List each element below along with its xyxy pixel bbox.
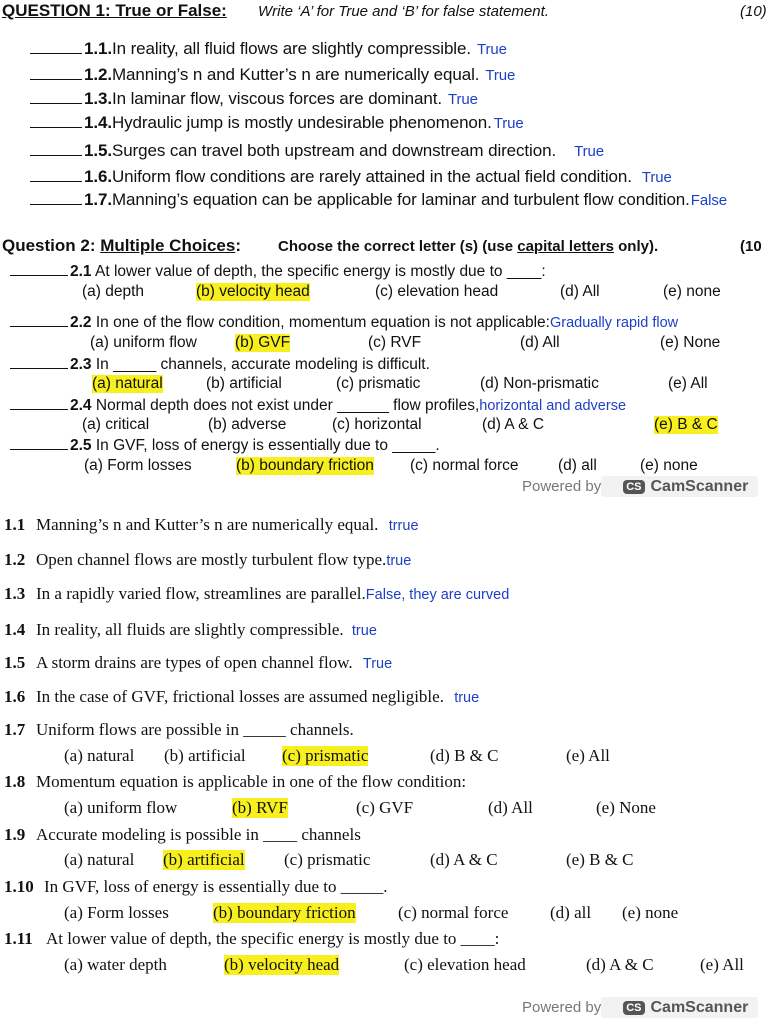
answer-blank (30, 190, 82, 205)
option: (c) normal force (410, 457, 519, 474)
question2-instruction: Choose the correct letter (s) (use capital letters only). (278, 238, 659, 255)
answer-blank (10, 396, 68, 410)
option: (a) uniform flow (64, 798, 178, 817)
option: (a) water depth (64, 955, 167, 974)
option: (c) normal force (398, 903, 509, 922)
option: (e) None (660, 334, 721, 351)
option-highlighted: (b) GVF (235, 334, 291, 351)
handwritten-answer: True (641, 169, 672, 186)
tf-item: 1.4 In reality, all fluids are slightly compressible. true (4, 620, 377, 639)
tf-item: 1.3.In laminar flow, viscous forces are dominant. True (30, 89, 478, 109)
handwritten-answer: true (351, 623, 377, 639)
answer-blank (30, 141, 82, 156)
mc-options (0, 416, 768, 436)
option: (a) natural (64, 850, 135, 869)
option-highlighted: (b) boundary friction (213, 903, 356, 922)
mc-options (0, 798, 768, 820)
tf-item: 1.5.Surges can travel both upstream and downstream direction. True (30, 141, 604, 161)
option: (b) artificial (164, 746, 246, 765)
mc-question: 1.7 Uniform flows are possible in _____ channels. (4, 720, 354, 739)
handwritten-answer: True (493, 115, 524, 132)
option: (e) None (596, 798, 656, 817)
option-highlighted: (b) boundary friction (236, 457, 374, 474)
option: (e) none (622, 903, 679, 922)
question2-title: Question 2: Multiple Choices: (2, 236, 241, 255)
option: (d) All (520, 334, 560, 351)
option-highlighted: (e) B & C (654, 416, 718, 433)
option: (c) horizontal (332, 416, 422, 433)
mc-question: 2.2 In one of the flow condition, momentum equation is not applicable:Gradually rapid flow (10, 313, 678, 332)
option-highlighted: (b) artificial (163, 850, 245, 869)
handwritten-answer: True (447, 91, 478, 108)
mc-options (0, 850, 768, 872)
mc-options (0, 283, 768, 303)
question1-marks: (10) (740, 3, 767, 20)
answer-blank (10, 436, 68, 450)
tf-item: 1.4.Hydraulic jump is mostly undesirable phenomenon. True (30, 113, 524, 133)
option: (d) all (558, 457, 597, 474)
question1-instruction: Write ‘A’ for True and ‘B’ for false statement. (258, 3, 549, 20)
mc-question: 1.11 At lower value of depth, the specific energy is mostly due to ____: (4, 929, 500, 948)
tf-item: 1.1 Manning’s n and Kutter’s n are numerically equal. trrue (4, 515, 419, 534)
option: (c) prismatic (336, 375, 421, 392)
option: (b) adverse (208, 416, 287, 433)
answer-blank (30, 113, 82, 128)
tf-item: 1.2.Manning’s n and Kutter’s n are numerically equal. True (30, 65, 515, 85)
option-highlighted: (a) natural (92, 375, 163, 392)
option-highlighted: (b) velocity head (196, 283, 310, 300)
mc-options (0, 955, 768, 977)
handwritten-answer: trrue (388, 518, 419, 534)
option: (d) A & C (430, 850, 498, 869)
handwritten-answer: True (485, 67, 516, 84)
mc-question: 2.4 Normal depth does not exist under ______ flow profiles,horizontal and adverse (10, 396, 626, 415)
mc-options (0, 375, 768, 395)
handwritten-answer: true (386, 553, 412, 569)
option: (e) All (668, 375, 708, 392)
camscanner-watermark: Powered by CS CamScanner (522, 999, 758, 1017)
answer-blank (30, 39, 82, 54)
option: (d) A & C (586, 955, 654, 974)
mc-question: 1.8 Momentum equation is applicable in one of the flow condition: (4, 772, 467, 791)
option: (c) RVF (368, 334, 422, 351)
mc-options (0, 903, 768, 925)
option-highlighted: (b) velocity head (224, 955, 340, 974)
handwritten-answer: Gradually rapid flow (549, 315, 679, 331)
mc-question: 2.3 In _____ channels, accurate modeling is difficult. (10, 355, 430, 374)
option: (d) A & C (482, 416, 545, 433)
option: (c) prismatic (284, 850, 371, 869)
option-highlighted: (b) RVF (232, 798, 288, 817)
handwritten-answer: True (362, 656, 393, 672)
option: (c) GVF (356, 798, 414, 817)
option: (a) natural (64, 746, 135, 765)
handwritten-answer: true (454, 690, 480, 706)
tf-item: 1.1.In reality, all fluid flows are slightly compressible. True (30, 39, 507, 59)
option: (d) B & C (430, 746, 499, 765)
answer-blank (10, 262, 68, 276)
mc-options (0, 746, 768, 768)
answer-blank (30, 65, 82, 80)
handwritten-answer: True (476, 41, 507, 58)
option: (e) B & C (566, 850, 634, 869)
option: (d) Non-prismatic (480, 375, 599, 392)
option: (a) depth (82, 283, 145, 300)
option: (a) Form losses (64, 903, 169, 922)
tf-item: 1.5 A storm drains are types of open channel flow. True (4, 653, 393, 672)
answer-blank (10, 355, 68, 369)
tf-item: 1.3 In a rapidly varied flow, streamlines are parallel.False, they are curved (4, 584, 510, 603)
tf-item: 1.2 Open channel flows are mostly turbulent flow type.true (4, 550, 412, 569)
camscanner-watermark: Powered by CS CamScanner (522, 478, 758, 496)
option: (d) All (560, 283, 600, 300)
question1-title: QUESTION 1: True or False: (2, 1, 227, 20)
answer-blank (10, 313, 68, 327)
camscanner-logo-icon: CS (623, 1001, 644, 1015)
mc-options (0, 334, 768, 354)
tf-item: 1.6.Uniform flow conditions are rarely attained in the actual field condition. True (30, 167, 672, 187)
mc-question: 2.5 In GVF, loss of energy is essentially due to _____. (10, 436, 440, 455)
mc-question: 2.1 At lower value of depth, the specific energy is mostly due to ____: (10, 262, 546, 281)
question2-marks: (10 (740, 238, 762, 255)
handwritten-answer: False, they are curved (365, 587, 510, 603)
option: (c) elevation head (404, 955, 526, 974)
handwritten-answer: True (574, 143, 604, 160)
option: (e) All (566, 746, 610, 765)
tf-item: 1.7.Manning’s equation can be applicable for laminar and turbulent flow condition.False (30, 190, 727, 210)
camscanner-logo-icon: CS (623, 480, 644, 494)
option: (a) Form losses (84, 457, 192, 474)
option: (b) artificial (206, 375, 282, 392)
option-highlighted: (c) prismatic (282, 746, 369, 765)
handwritten-answer: False (690, 192, 727, 209)
mc-options (0, 457, 768, 477)
mc-question: 1.9 Accurate modeling is possible in ____ channels (4, 825, 361, 844)
option: (e) none (640, 457, 698, 474)
handwritten-answer: horizontal and adverse (479, 398, 627, 414)
mc-question: 1.10 In GVF, loss of energy is essentially due to _____. (4, 877, 388, 896)
option: (c) elevation head (375, 283, 499, 300)
option: (d) All (488, 798, 533, 817)
option: (a) critical (82, 416, 150, 433)
tf-item: 1.6 In the case of GVF, frictional losses are assumed negligible. true (4, 687, 480, 706)
answer-blank (30, 167, 82, 182)
option: (d) all (550, 903, 592, 922)
option: (e) All (700, 955, 744, 974)
option: (e) none (663, 283, 721, 300)
option: (a) uniform flow (90, 334, 197, 351)
answer-blank (30, 89, 82, 104)
